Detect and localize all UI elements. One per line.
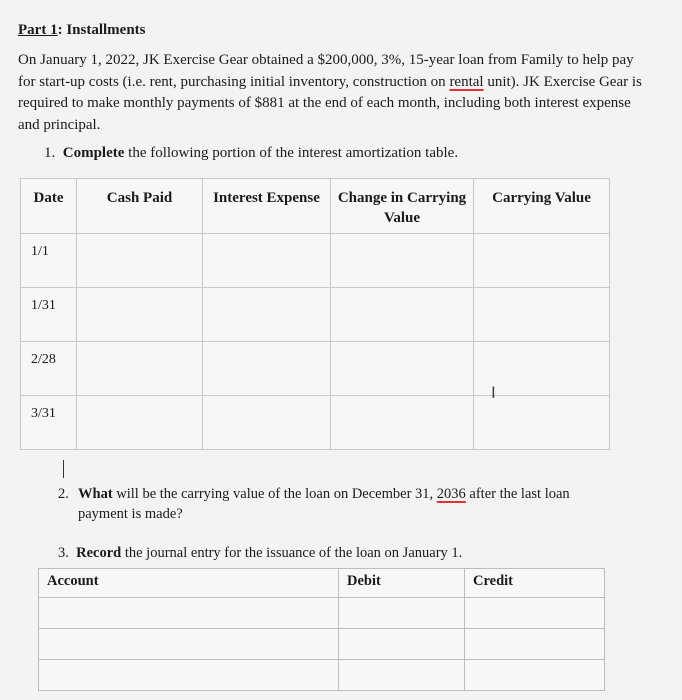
question-2-text-3: payment is made? (78, 506, 183, 522)
row-date: 1/1 (21, 234, 77, 288)
change-in-carrying-cell[interactable] (331, 234, 474, 288)
account-cell[interactable] (39, 660, 339, 691)
carrying-value-cell[interactable] (474, 396, 610, 450)
credit-cell[interactable] (465, 660, 605, 691)
table-row (39, 660, 605, 691)
cash-paid-cell[interactable] (77, 234, 203, 288)
header-cash-paid: Cash Paid (77, 179, 203, 234)
change-in-carrying-cell[interactable] (331, 396, 474, 450)
question-2-underlined-year: 2036 (436, 486, 466, 502)
row-date: 2/28 (21, 342, 77, 396)
carrying-value-cell[interactable] (474, 234, 610, 288)
table-row (21, 288, 610, 342)
paragraph-underlined-word: rental (449, 73, 484, 90)
question-2-text-1: will be the carrying value of the loan on December 31, (112, 486, 437, 502)
question-2 (58, 484, 638, 524)
question-3-number: 3. (58, 545, 69, 561)
text-cursor-icon: I (491, 383, 496, 402)
debit-cell[interactable] (339, 660, 465, 691)
carrying-value-cell[interactable] (474, 288, 610, 342)
header-change-in-carrying-value: Change in Carrying Value (331, 179, 474, 234)
interest-expense-cell[interactable] (203, 396, 331, 450)
debit-cell[interactable] (339, 598, 465, 629)
credit-cell[interactable] (465, 598, 605, 629)
header-interest-expense: Interest Expense (203, 179, 331, 234)
change-in-carrying-cell[interactable] (331, 342, 474, 396)
text-caret (63, 460, 64, 478)
table-row (39, 629, 605, 660)
question-3-text: the journal entry for the issuance of the loan on January 1. (121, 545, 463, 561)
cash-paid-cell[interactable] (77, 342, 203, 396)
question-2-number: 2. (58, 486, 69, 502)
account-cell[interactable] (39, 598, 339, 629)
header-date: Date (21, 179, 77, 234)
table-row (21, 396, 610, 450)
header-account: Account (39, 569, 339, 598)
question-2-text-2: after the last loan (465, 486, 570, 502)
interest-expense-cell[interactable] (203, 342, 331, 396)
cash-paid-cell[interactable] (77, 396, 203, 450)
interest-expense-cell[interactable] (203, 234, 331, 288)
table-row (21, 234, 610, 288)
table-row (39, 598, 605, 629)
table-row (21, 342, 610, 396)
question-1-number: 1. (44, 145, 56, 161)
header-carrying-value: Carrying Value (474, 179, 610, 234)
question-3 (58, 545, 462, 562)
amortization-table (20, 178, 610, 450)
cash-paid-cell[interactable] (77, 288, 203, 342)
account-cell[interactable] (39, 629, 339, 660)
interest-expense-cell[interactable] (203, 288, 331, 342)
credit-cell[interactable] (465, 629, 605, 660)
debit-cell[interactable] (339, 629, 465, 660)
change-in-carrying-cell[interactable] (331, 288, 474, 342)
paragraph-text-2: unit). JK Exercise Gear is required to make monthly payments of $881 at the end of each month, including both interest expense and principal. (18, 73, 642, 133)
part-title-label: Part 1 (18, 22, 58, 38)
paragraph-text-1: On January 1, 2022, JK Exercise Gear obtained a $200,000, 3%, 15-year loan from Family to help pay for start-up costs (i.e. rent, purchasing initial inventory, construction on (18, 52, 634, 90)
header-debit: Debit (339, 569, 465, 598)
question-1-text: the following portion of the interest amortization table. (124, 145, 459, 161)
row-date: 3/31 (21, 396, 77, 450)
question-1-verb: Complete (62, 145, 125, 161)
row-date: 1/31 (21, 288, 77, 342)
journal-entry-table (38, 568, 605, 691)
part-title (18, 22, 146, 39)
part-title-suffix: : Installments (57, 22, 146, 38)
header-credit: Credit (465, 569, 605, 598)
problem-paragraph (18, 50, 648, 136)
question-2-verb: What (78, 486, 113, 502)
question-1 (44, 145, 458, 162)
question-3-verb: Record (76, 545, 122, 561)
